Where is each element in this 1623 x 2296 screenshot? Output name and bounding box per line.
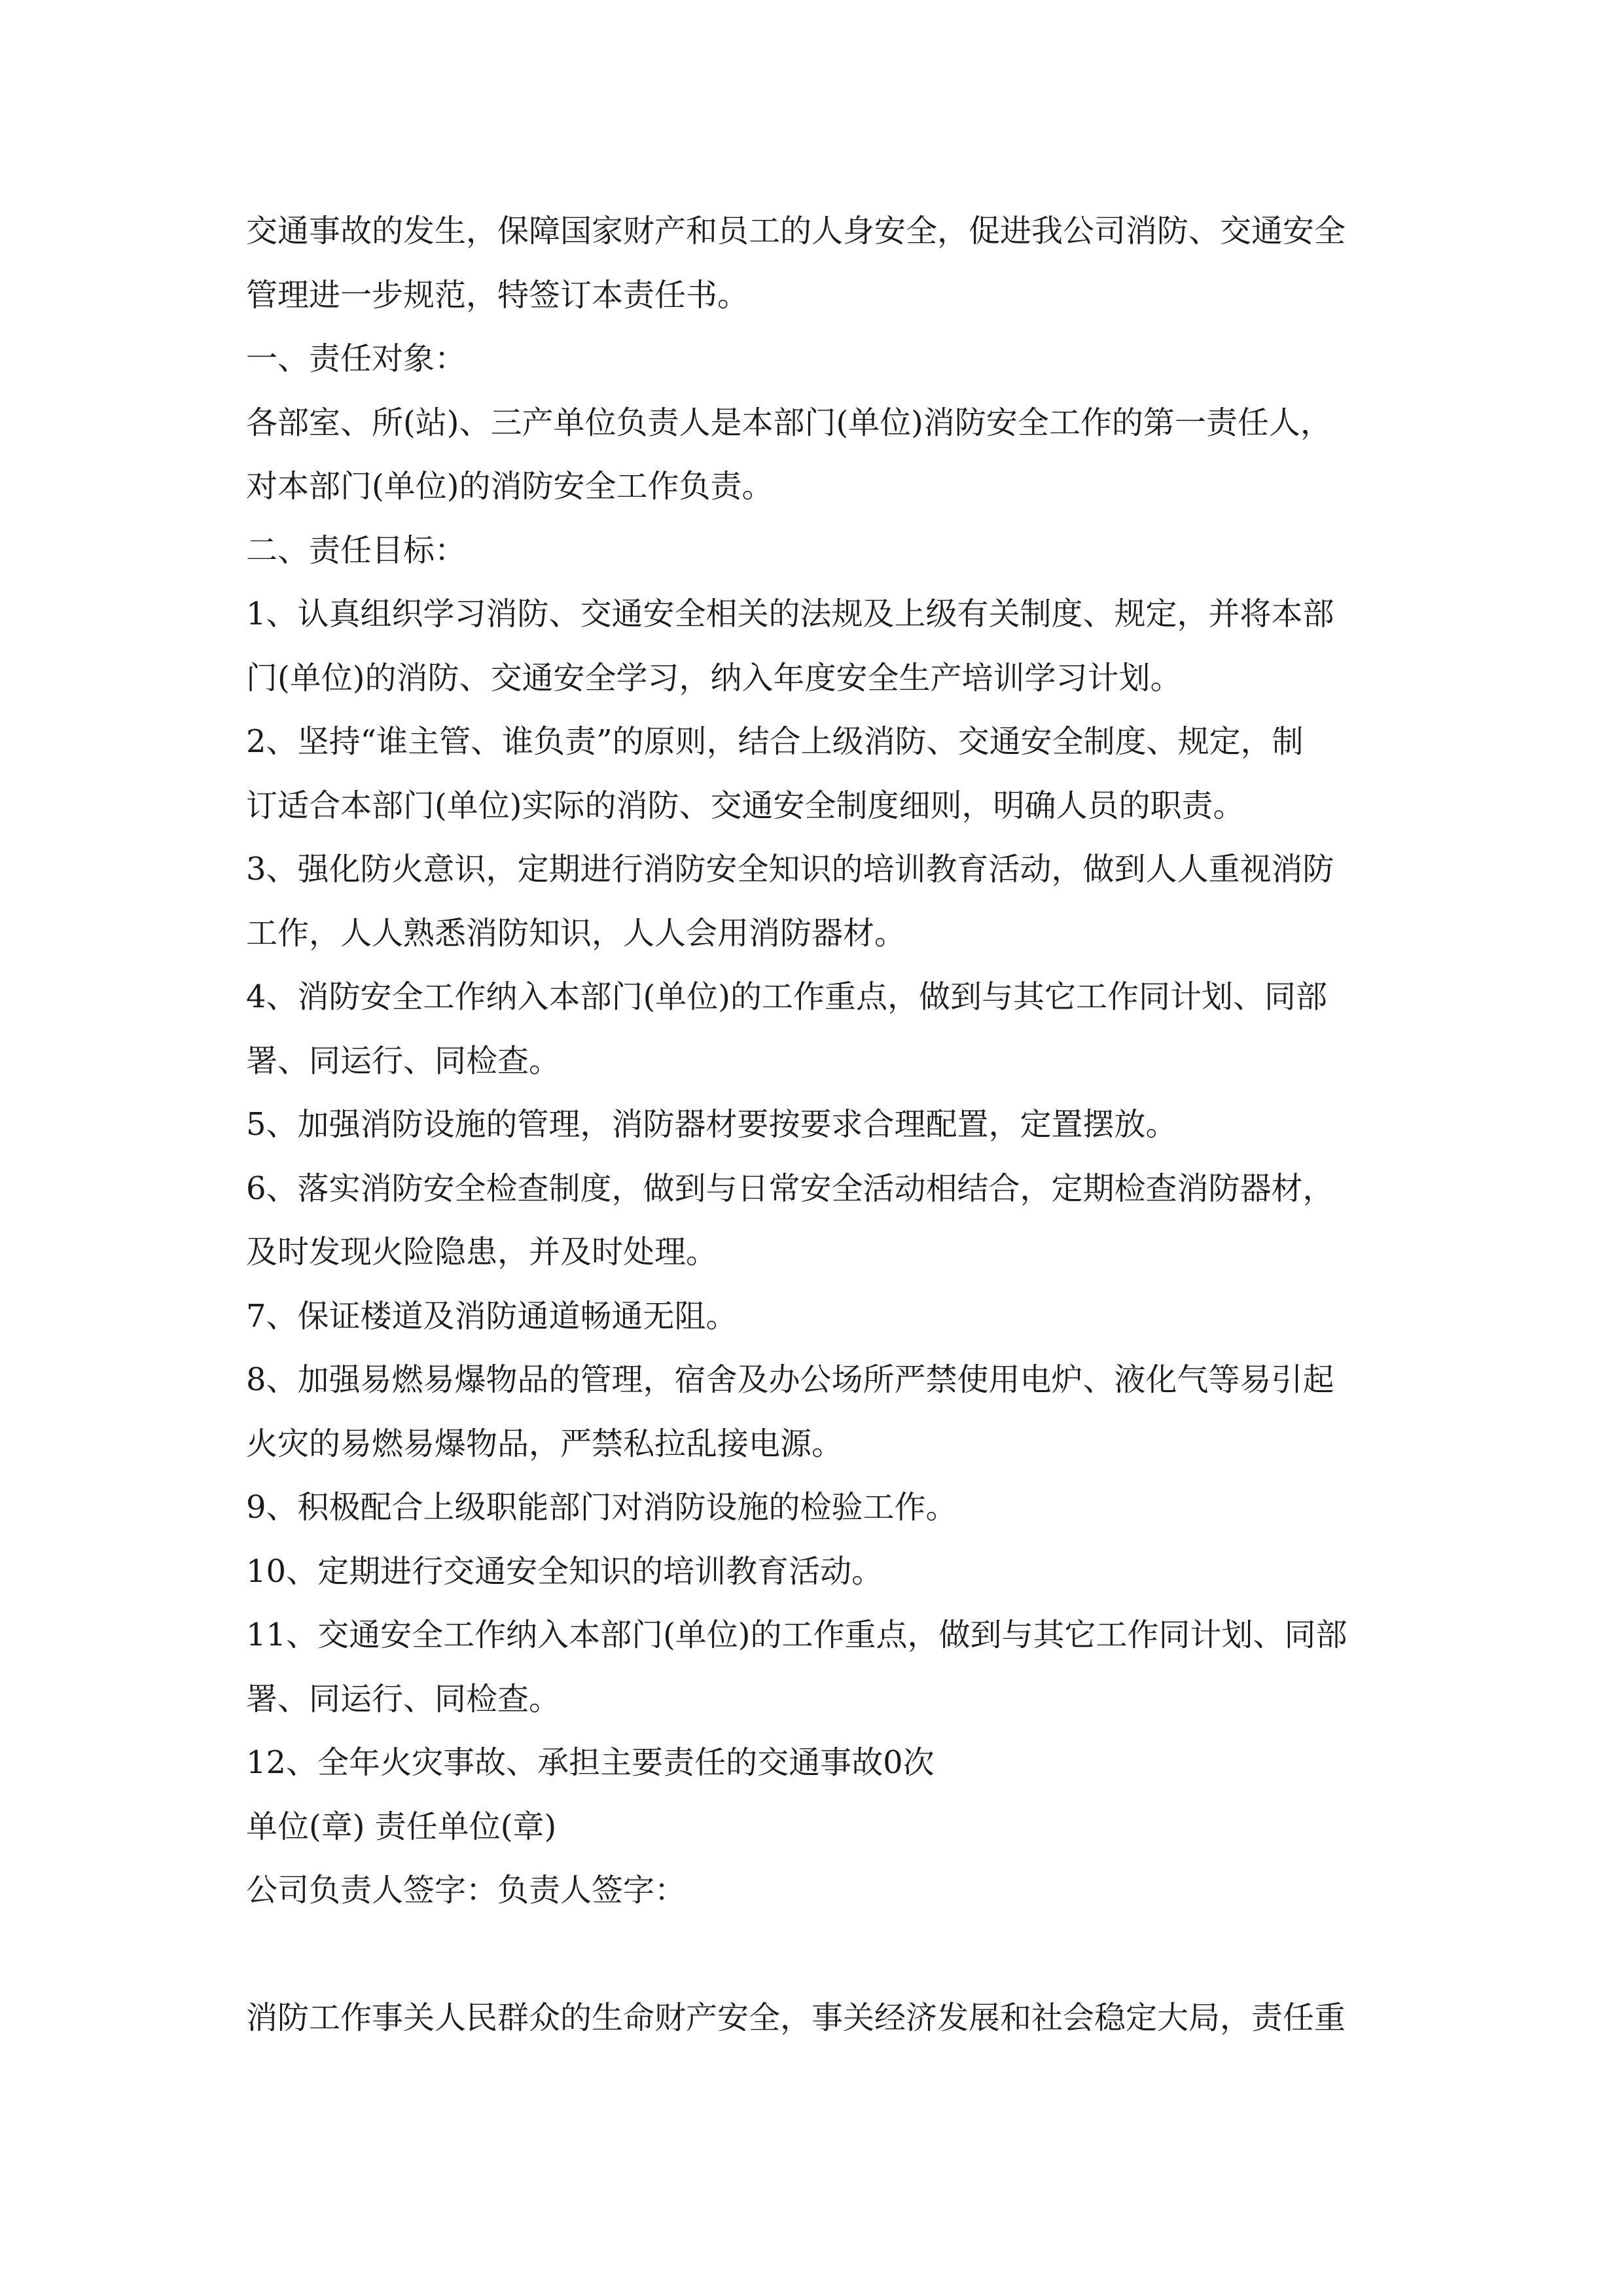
text-line: 11、交通安全工作纳入本部门(单位)的工作重点，做到与其它工作同计划、同部 — [246, 1617, 1347, 1653]
signature-person-line: 公司负责人签字：负责人签字： — [246, 1872, 687, 1909]
text-line: 1、认真组织学习消防、交通安全相关的法规及上级有关制度、规定，并将本部 — [246, 596, 1334, 632]
text-line: 3、强化防火意识，定期进行消防安全知识的培训教育活动，做到人人重视消防 — [246, 851, 1334, 888]
closing-paragraph: 消防工作事关人民群众的生命财产安全，事关经济发展和社会稳定大局，责任重 — [246, 2000, 1346, 2036]
text-line: 火灾的易燃易爆物品，严禁私拉乱接电源。 — [246, 1425, 844, 1462]
text-line: 交通事故的发生，保障国家财产和员工的人身安全，促进我公司消防、交通安全 — [246, 213, 1346, 249]
text-line: 对本部门(单位)的消防安全工作负责。 — [246, 468, 774, 505]
section-heading: 二、责任目标： — [246, 531, 467, 569]
text-line: 署、同运行、同检查。 — [246, 1680, 561, 1717]
document-body — [246, 200, 1378, 1923]
signature-unit-line: 单位(章) 责任单位(章) — [246, 1808, 557, 1845]
text-line: 5、加强消防设施的管理，消防器材要按要求合理配置，定置摆放。 — [246, 1106, 1177, 1143]
text-line: 4、消防安全工作纳入本部门(单位)的工作重点，做到与其它工作同计划、同部 — [246, 978, 1327, 1015]
section-heading: 一、责任对象： — [246, 340, 467, 377]
text-line: 门(单位)的消防、交通安全学习，纳入年度安全生产培训学习计划。 — [246, 659, 1182, 696]
text-line: 6、落实消防安全检查制度，做到与日常安全活动相结合，定期检查消防器材， — [246, 1170, 1334, 1207]
text-line: 及时发现火险隐患，并及时处理。 — [246, 1234, 718, 1270]
text-line: 工作，人人熟悉消防知识，人人会用消防器材。 — [246, 914, 906, 952]
text-line: 7、保证楼道及消防通道畅通无阻。 — [246, 1297, 738, 1335]
text-line: 订适合本部门(单位)实际的消防、交通安全制度细则，明确人员的职责。 — [246, 787, 1245, 824]
text-line: 署、同运行、同检查。 — [246, 1042, 561, 1079]
text-line: 各部室、所(站)、三产单位负责人是本部门(单位)消防安全工作的第一责任人， — [246, 404, 1332, 441]
text-line: 2、坚持“谁主管、谁负责”的原则，结合上级消防、交通安全制度、规定，制 — [246, 723, 1304, 760]
text-line: 12、全年火灾事故、承担主要责任的交通事故0次 — [246, 1744, 935, 1781]
text-line: 10、定期进行交通安全知识的培训教育活动。 — [246, 1552, 883, 1590]
text-line: 8、加强易燃易爆物品的管理，宿舍及办公场所严禁使用电炉、液化气等易引起 — [246, 1361, 1334, 1398]
text-line: 9、积极配合上级职能部门对消防设施的检验工作。 — [246, 1489, 957, 1526]
text-line: 管理进一步规范，特签订本责任书。 — [246, 276, 749, 314]
